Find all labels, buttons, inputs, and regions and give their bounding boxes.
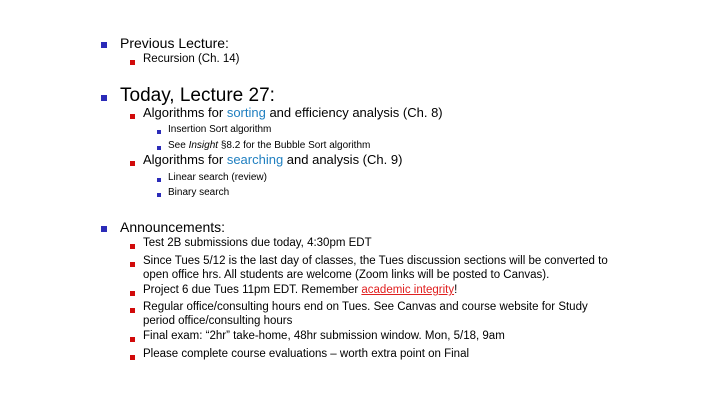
sorting-highlight: sorting	[226, 105, 266, 120]
academic-integrity-link[interactable]: academic integrity	[361, 284, 455, 296]
bullet-square-icon	[130, 308, 135, 313]
bullet-square-icon	[130, 337, 135, 342]
announcement-test2b: Test 2B submissions due today, 4:30pm EDT	[143, 237, 372, 249]
previous-lecture-heading: Previous Lecture:	[120, 35, 229, 51]
bubble-prefix: See	[168, 140, 189, 151]
bullet-square-icon	[130, 114, 135, 119]
project6-suffix: !	[454, 284, 458, 296]
search-subitem-binary: Binary search	[168, 187, 230, 198]
announcement-project6	[143, 284, 457, 297]
bullet-square-icon	[130, 262, 135, 267]
announcement-office-hours-line1: Regular office/consulting hours end on Tues. See Canvas and course website for Study	[143, 301, 588, 313]
bullet-square-icon	[101, 42, 107, 48]
bullet-square-icon	[157, 130, 161, 134]
bubble-italic: Insight	[188, 140, 219, 151]
today-heading: Today, Lecture 27:	[120, 85, 275, 106]
previous-lecture-item: Recursion (Ch. 14)	[143, 53, 240, 65]
searching-highlight: searching	[226, 152, 284, 167]
bullet-square-icon	[130, 291, 135, 296]
bullet-square-icon	[157, 193, 161, 197]
announcements-heading: Announcements:	[120, 219, 226, 235]
bubble-suffix: §8.2 for the Bubble Sort algorithm	[218, 140, 371, 151]
announcement-discussion-line2: open office hrs. All students are welcome (Zoom links will be posted to Canvas).	[143, 269, 550, 281]
sorting-suffix: and efficiency analysis (Ch. 8)	[265, 105, 443, 120]
search-subitem-linear: Linear search (review)	[168, 172, 267, 183]
announcement-discussion-line1: Since Tues 5/12 is the last day of classes, the Tues discussion sections will be converted to	[143, 255, 608, 267]
bullet-square-icon	[130, 355, 135, 360]
sort-subitem-insertion: Insertion Sort algorithm	[168, 124, 272, 135]
bullet-square-icon	[130, 244, 135, 249]
bullet-square-icon	[130, 60, 135, 65]
announcement-office-hours-line2: period office/consulting hours	[143, 315, 293, 327]
bullet-square-icon	[157, 146, 161, 150]
searching-suffix: and analysis (Ch. 9)	[283, 152, 403, 167]
announcement-course-evals: Please complete course evaluations – worth extra point on Final	[143, 348, 470, 360]
bullet-square-icon	[157, 178, 161, 182]
sort-subitem-bubble	[168, 140, 370, 152]
searching-prefix: Algorithms for	[143, 152, 227, 167]
bullet-square-icon	[101, 226, 107, 232]
searching-item	[143, 153, 402, 168]
bullet-square-icon	[101, 95, 107, 101]
sorting-item	[143, 106, 443, 121]
bullet-square-icon	[130, 161, 135, 166]
sorting-prefix: Algorithms for	[143, 105, 227, 120]
announcement-final-exam: Final exam: “2hr” take-home, 48hr submission window. Mon, 5/18, 9am	[143, 330, 505, 342]
project6-prefix: Project 6 due Tues 11pm EDT. Remember	[143, 284, 362, 296]
